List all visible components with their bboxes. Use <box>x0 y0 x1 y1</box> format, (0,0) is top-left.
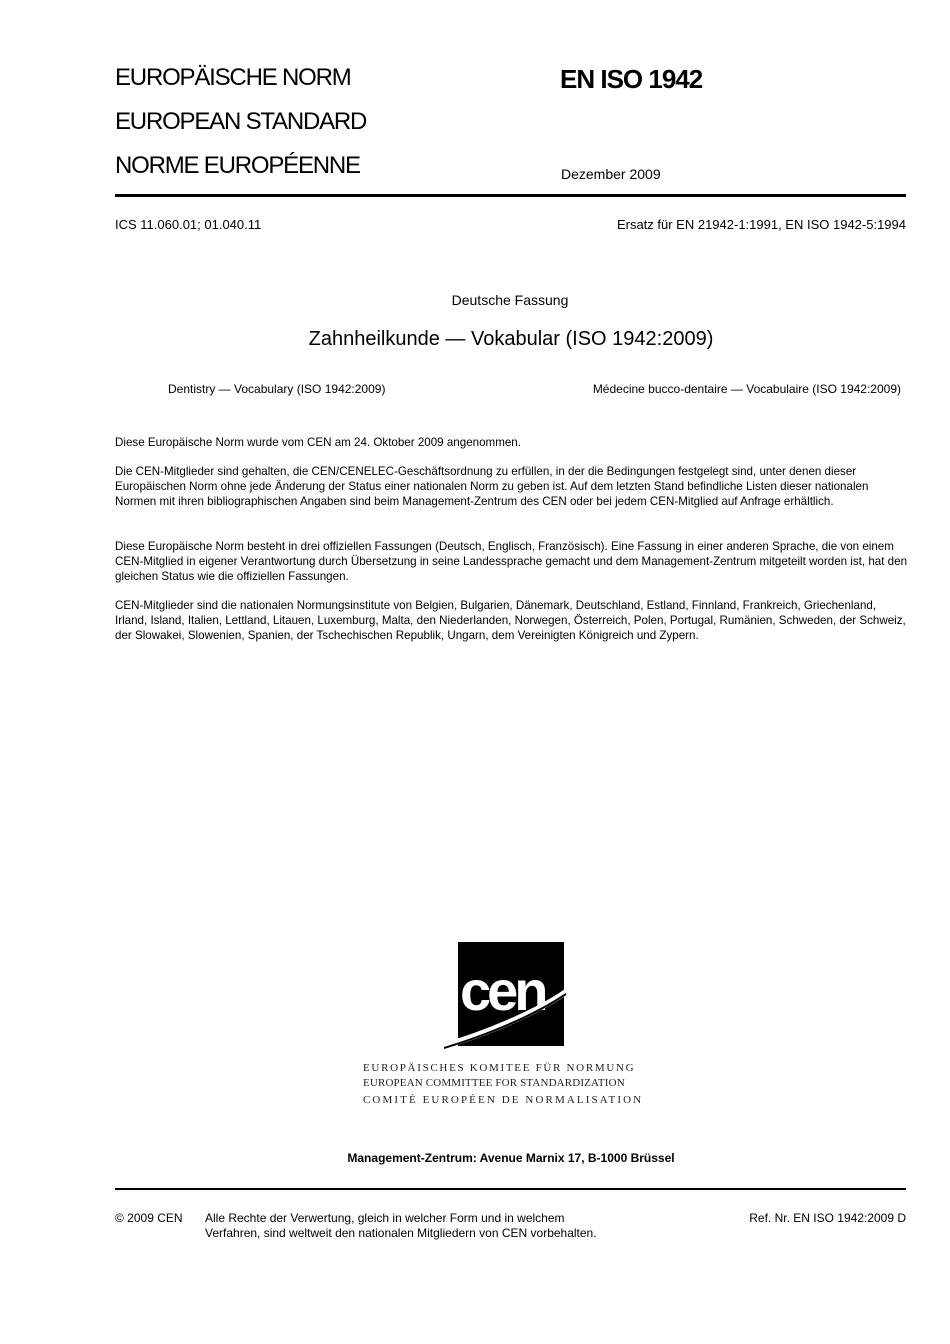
cen-name-french: COMITÉ EUROPÉEN DE NORMALISATION <box>363 1094 644 1106</box>
cen-name-german: EUROPÄISCHES KOMITEE FÜR NORMUNG <box>363 1062 636 1074</box>
publication-date: Dezember 2009 <box>561 166 661 182</box>
rights-notice <box>205 1211 645 1241</box>
paragraph-members: CEN-Mitglieder sind die nationalen Normungsinstitute von Belgien, Bulgarien, Dänemark, Deutschland, Estland, Finnland, Frankreich, Griechenland, Irland, Island, Italien, Lettland, Litauen, Luxemburg, Malta, den Niederlanden, Norwegen, Österreich, Polen, Portugal, Rumänien, Schweden, der Schweiz, der Slowakei, Slowenien, Spanien, der Tschechischen Republik, Ungarn, dem Vereinigten Königreich und Zypern. <box>115 599 906 642</box>
header-norm-de: EUROPÄISCHE NORM <box>115 64 351 91</box>
replaces-note: Ersatz für EN 21942-1:1991, EN ISO 1942-5:1994 <box>616 217 906 232</box>
paragraph-versions: Diese Europäische Norm besteht in drei offiziellen Fassungen (Deutsch, Englisch, Französisch). Eine Fassung in einer anderen Sprache, die von einem CEN-Mitglied in eigener Verantwortung durch Übersetzung in seine Landessprache gemacht und dem Management-Zentrum mitgeteilt worden ist, hat den gleichen Status wie die offiziellen Fassungen. <box>115 540 908 583</box>
paragraph-adoption: Diese Europäische Norm wurde vom CEN am 24. Oktober 2009 angenommen. <box>115 436 521 449</box>
title-french: Médecine bucco-dentaire — Vocabulaire (ISO 1942:2009) <box>592 382 901 396</box>
document-title: Zahnheilkunde — Vokabular (ISO 1942:2009) <box>308 328 714 350</box>
rights-line-1: Alle Rechte der Verwertung, gleich in welcher Form und in welchem <box>205 1211 565 1225</box>
rights-line-2: Verfahren, sind weltweit den nationalen Mitgliedern von CEN vorbehalten. <box>205 1226 597 1240</box>
header-divider <box>115 194 906 197</box>
title-english: Dentistry — Vocabulary (ISO 1942:2009) <box>168 382 386 396</box>
header-norm-fr: NORME EUROPÉENNE <box>115 152 360 179</box>
copyright: © 2009 CEN <box>115 1211 183 1225</box>
standard-number: EN ISO 1942 <box>560 64 703 94</box>
paragraph-obligations: Die CEN-Mitglieder sind gehalten, die CEN/CENELEC-Geschäftsordnung zu erfüllen, in der die Bedingungen festgelegt sind, unter denen dieser Europäischen Norm ohne jede Änderung der Status einer nationalen Norm zu geben ist. Auf dem letzten Stand befindliche Listen dieser nationalen Normen mit ihren bibliographischen Angaben sind beim Management-Zentrum des CEN oder bei jedem CEN-Mitglied auf Anfrage erhältlich. <box>115 465 869 508</box>
cen-logo <box>444 942 576 1052</box>
cen-logo-text: cen <box>460 959 545 1022</box>
reference-number: Ref. Nr. EN ISO 1942:2009 D <box>749 1211 906 1225</box>
version-label: Deutsche Fassung <box>451 292 569 308</box>
ics-codes: ICS 11.060.01; 01.040.11 <box>115 217 262 232</box>
header-norm-en: EUROPEAN STANDARD <box>115 108 367 135</box>
footer-divider <box>115 1188 906 1190</box>
cen-name-english: EUROPEAN COMMITTEE FOR STANDARDIZATION <box>363 1077 625 1089</box>
management-address: Management-Zentrum: Avenue Marnix 17, B-1000 Brüssel <box>347 1151 675 1165</box>
